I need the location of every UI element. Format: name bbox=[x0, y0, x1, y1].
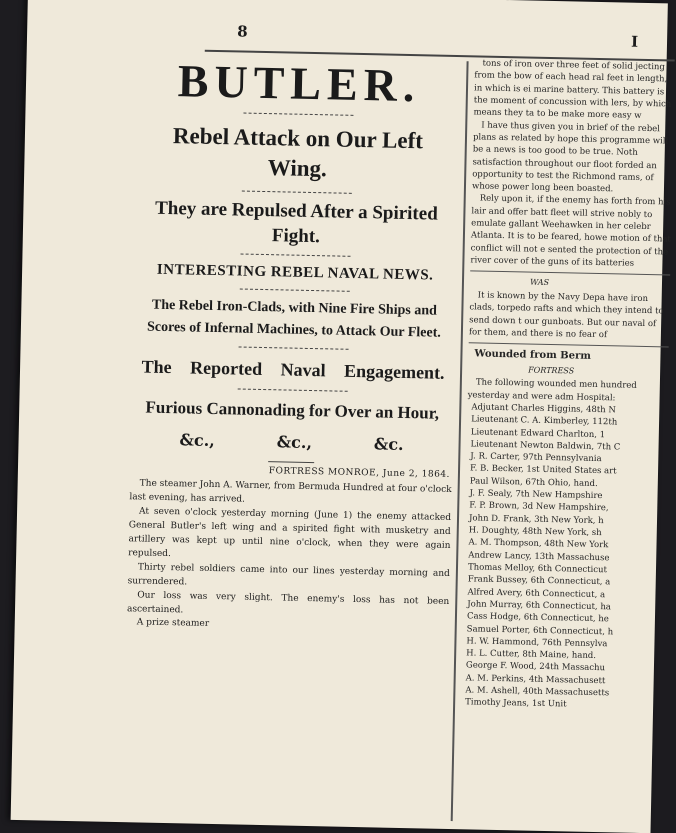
wounded-list-item: George F. Wood, 24th Massachu bbox=[465, 660, 606, 674]
column-divider bbox=[470, 271, 670, 276]
divider bbox=[242, 191, 352, 195]
wounded-list-item: Lieutenant C. A. Kimberley, 112th bbox=[470, 414, 618, 428]
column-paragraph: It is known by the Navy Depa have iron clads, torpedo rafts and which they intend to send down t our gunboats. But our naval of for them, and there is no fear of bbox=[468, 290, 664, 341]
divider bbox=[240, 289, 350, 293]
etc-mark: &c. bbox=[373, 434, 404, 455]
wounded-list-item: Adjutant Charles Higgins, 48th N bbox=[471, 402, 616, 416]
page-number: 8 bbox=[236, 22, 248, 41]
body-paragraph: A prize steamer bbox=[136, 617, 210, 630]
article-body bbox=[127, 477, 452, 637]
dateline: FORTRESS MONROE, June 2, 1864. bbox=[268, 466, 451, 481]
headline-iron-clads: The Rebel Iron-Clads, with Nine Fire Ships and Scores of Infernal Machines, to Attack Our Fleet. bbox=[146, 298, 441, 341]
column-paragraph: tons of iron over three feet of solid jecting from the bow of each head ral feet in length, in which is ei marine battery. This battery is the moment of concussion with lers, by which means they ta to be make more easy w bbox=[473, 58, 672, 122]
divider bbox=[239, 346, 349, 350]
wounded-list-item: Thomas Melloy, 6th Connecticut bbox=[467, 562, 608, 576]
wounded-list-item: J. F. Sealy, 7th New Hampshire bbox=[469, 488, 603, 502]
wounded-list-item: Timothy Jeans, 1st Unit bbox=[465, 697, 567, 710]
subhead-place: WAS bbox=[529, 277, 550, 288]
headline-repulsed: They are Repulsed After a Spirited Fight. bbox=[154, 197, 438, 247]
column-divider bbox=[469, 342, 669, 347]
wounded-list-item: H. Doughty, 48th New York, sh bbox=[468, 525, 602, 539]
divider bbox=[238, 389, 348, 393]
wounded-list-item: Samuel Porter, 6th Connecticut, h bbox=[466, 623, 614, 637]
page-corner-letter: I bbox=[630, 32, 639, 51]
subhead-place: FORTRESS bbox=[528, 365, 575, 376]
wounded-list-item: A. M. Thompson, 48th New York bbox=[468, 537, 609, 551]
headline-rebel-attack: Rebel Attack on Our Left Wing. bbox=[172, 123, 424, 182]
divider bbox=[243, 113, 353, 117]
article-column bbox=[125, 52, 463, 641]
wounded-list-item: Lieutenant Newton Baldwin, 7th C bbox=[470, 439, 621, 453]
column-paragraph: Rely upon it, if the enemy has forth from his lair and offer batt fleet will strive nobly to emulate gallant Weehawken in her celebr Atlanta. It is to be feared, howe motion of that conflict will not e sented the protection of the river cover of the guns of its batteries bbox=[470, 193, 671, 269]
wounded-list-item: H. L. Cutter, 8th Maine, hand. bbox=[466, 648, 597, 662]
adjacent-column bbox=[461, 57, 675, 713]
etc-mark: &c., bbox=[276, 432, 313, 453]
wounded-list-item: Alfred Avery, 6th Connecticut, a bbox=[467, 586, 606, 600]
wounded-list bbox=[461, 401, 667, 713]
wounded-list-item: Cass Hodge, 6th Connecticut, he bbox=[466, 611, 609, 625]
headline-naval-engagement: The Reported Naval Engagement. bbox=[141, 356, 445, 383]
column-paragraph: The following wounded men hundred yesterday and were adm Hospital: bbox=[467, 377, 637, 403]
wounded-list-item: John D. Frank, 3th New York, h bbox=[468, 513, 604, 526]
body-paragraph: Our loss was very slight. The enemy's loss has not been ascertained. bbox=[126, 589, 450, 615]
wounded-list-item: A. M. Perkins, 4th Massachusett bbox=[465, 673, 606, 686]
body-paragraph: The steamer John A. Warner, from Bermuda Hundred at four o'clock last evening, has arrived. bbox=[129, 478, 452, 505]
etc-row bbox=[148, 430, 434, 455]
wounded-list-item: John Murray, 6th Connecticut, ha bbox=[467, 599, 612, 613]
etc-mark: &c., bbox=[179, 430, 216, 451]
body-paragraph: At seven o'clock yesterday morning (June 1) the enemy attacked General Butler's left wing and a spirited fight with musketry and artillery was kept up until nine o'clock, when they were again repulsed. bbox=[128, 506, 452, 559]
short-rule bbox=[268, 461, 314, 463]
divider bbox=[240, 254, 350, 258]
wounded-list-item: Lieutenant Edward Charlton, 1 bbox=[470, 426, 606, 440]
wounded-list-item: A. M. Ashell, 40th Massachusetts bbox=[465, 685, 610, 699]
wounded-list-item: F. B. Becker, 1st United States art bbox=[469, 463, 617, 477]
column-paragraph: I have thus given you in brief of the rebel plans as related by hope this programme will be a news is too good to be true. Noth satisfaction throughout our floot forded an opportunity to test the Richmond rams, of whose power long been boasted. bbox=[471, 120, 669, 195]
headline-cannonading: Furious Cannonading for Over an Hour, bbox=[145, 397, 440, 423]
wounded-list-item: Paul Wilson, 67th Ohio, hand. bbox=[469, 476, 598, 489]
body-paragraph: Thirty rebel soldiers came into our lines yesterday morning and surrendered. bbox=[127, 562, 450, 588]
wounded-list-item: J. R. Carter, 97th Pennsylvania bbox=[470, 451, 602, 465]
masthead-title: BUTLER. bbox=[177, 55, 421, 112]
wounded-list-item: Andrew Lancy, 13th Massachuse bbox=[468, 549, 610, 563]
subhead-wounded: Wounded from Berm bbox=[474, 348, 591, 363]
headline-naval-news: INTERESTING REBEL NAVAL NEWS. bbox=[156, 262, 434, 285]
wounded-list-item: H. W. Hammond, 76th Pennsylva bbox=[466, 636, 608, 650]
wounded-list-item: F. P. Brown, 3d New Hampshire, bbox=[469, 500, 609, 514]
wounded-list-item: Frank Bussey, 6th Connecticut, a bbox=[467, 574, 611, 588]
newspaper-page bbox=[11, 0, 672, 833]
